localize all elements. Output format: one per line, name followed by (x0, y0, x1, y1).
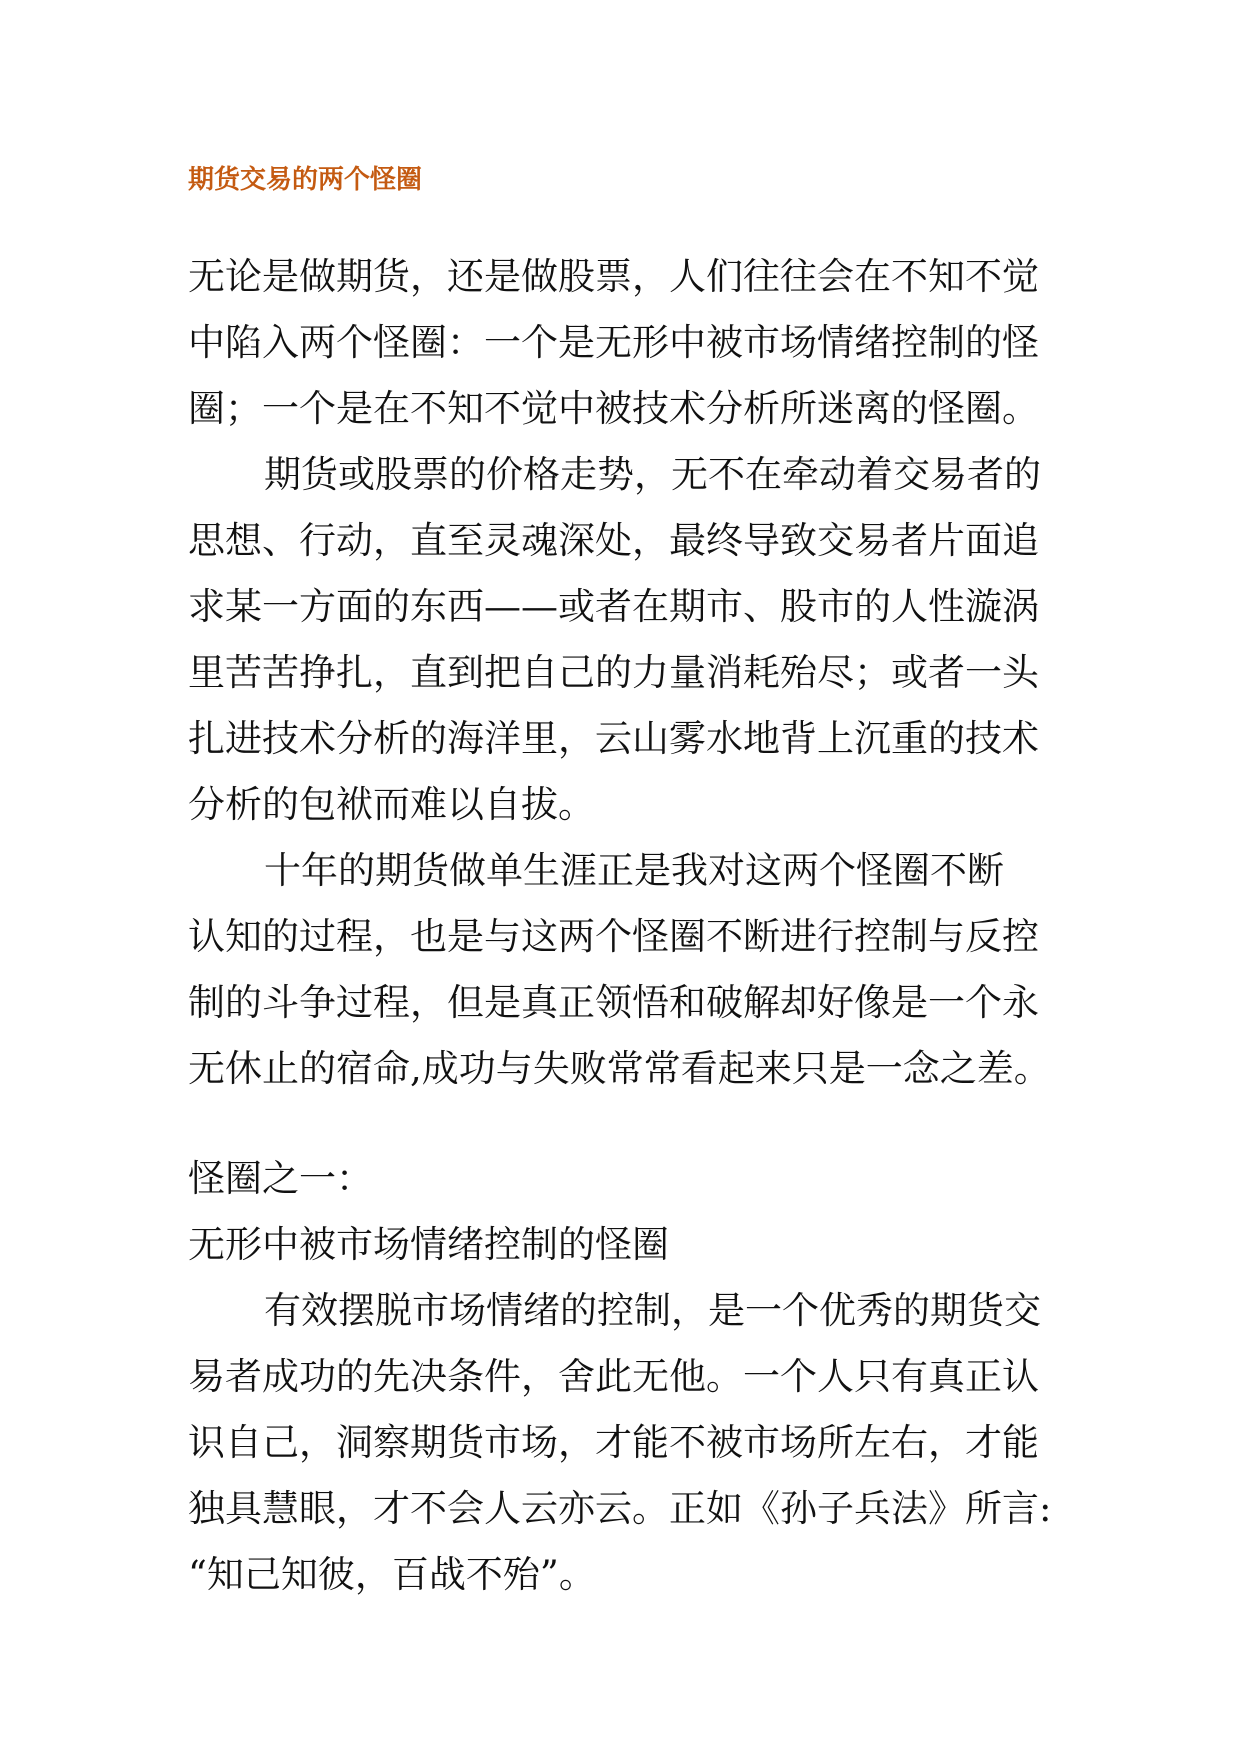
text-line: 扎进技术分析的海洋里，云山雾水地背上沉重的技术 (188, 717, 1039, 760)
paragraph-first-line: 十年的期货做单生涯正是我对这两个怪圈不断 (264, 849, 1004, 892)
document-title: 期货交易的两个怪圈 (188, 165, 423, 195)
section-one (188, 1146, 1068, 1608)
paragraph-first-line: 期货或股票的价格走势，无不在牵动着交易者的 (264, 453, 1041, 496)
text-line: 识自己，洞察期货市场，才能不被市场所左右，才能 (188, 1421, 1039, 1464)
text-line: 里苦苦挣扎，直到把自己的力量消耗殆尽；或者一头 (188, 651, 1039, 694)
text-line: 中陷入两个怪圈：一个是无形中被市场情绪控制的怪 (188, 321, 1039, 364)
text-line: 思想、行动，直至灵魂深处，最终导致交易者片面追 (188, 519, 1039, 562)
text-line: 认知的过程，也是与这两个怪圈不断进行控制与反控 (188, 915, 1039, 958)
text-line: 易者成功的先决条件，舍此无他。一个人只有真正认 (188, 1355, 1039, 1398)
intro-section (188, 244, 1068, 1102)
section-subheading: 无形中被市场情绪控制的怪圈 (188, 1223, 669, 1266)
text-line: 圈；一个是在不知不觉中被技术分析所迷离的怪圈。 (188, 387, 1039, 430)
text-line: 求某一方面的东西——或者在期市、股市的人性漩涡 (188, 585, 1039, 628)
text-line: “知己知彼，百战不殆”。 (188, 1553, 596, 1596)
text-line: 无休止的宿命,成功与失败常常看起来只是一念之差。 (188, 1047, 1051, 1090)
text-line: 独具慧眼，才不会人云亦云。正如《孙子兵法》所言: (188, 1487, 1052, 1530)
text-line: 分析的包袱而难以自拔。 (188, 783, 595, 826)
paragraph-first-line: 有效摆脱市场情绪的控制，是一个优秀的期货交 (264, 1289, 1041, 1332)
text-line: 制的斗争过程，但是真正领悟和破解却好像是一个永 (188, 981, 1039, 1024)
section-heading: 怪圈之一： (188, 1157, 373, 1200)
text-line: 无论是做期货，还是做股票，人们往往会在不知不觉 (188, 255, 1039, 298)
